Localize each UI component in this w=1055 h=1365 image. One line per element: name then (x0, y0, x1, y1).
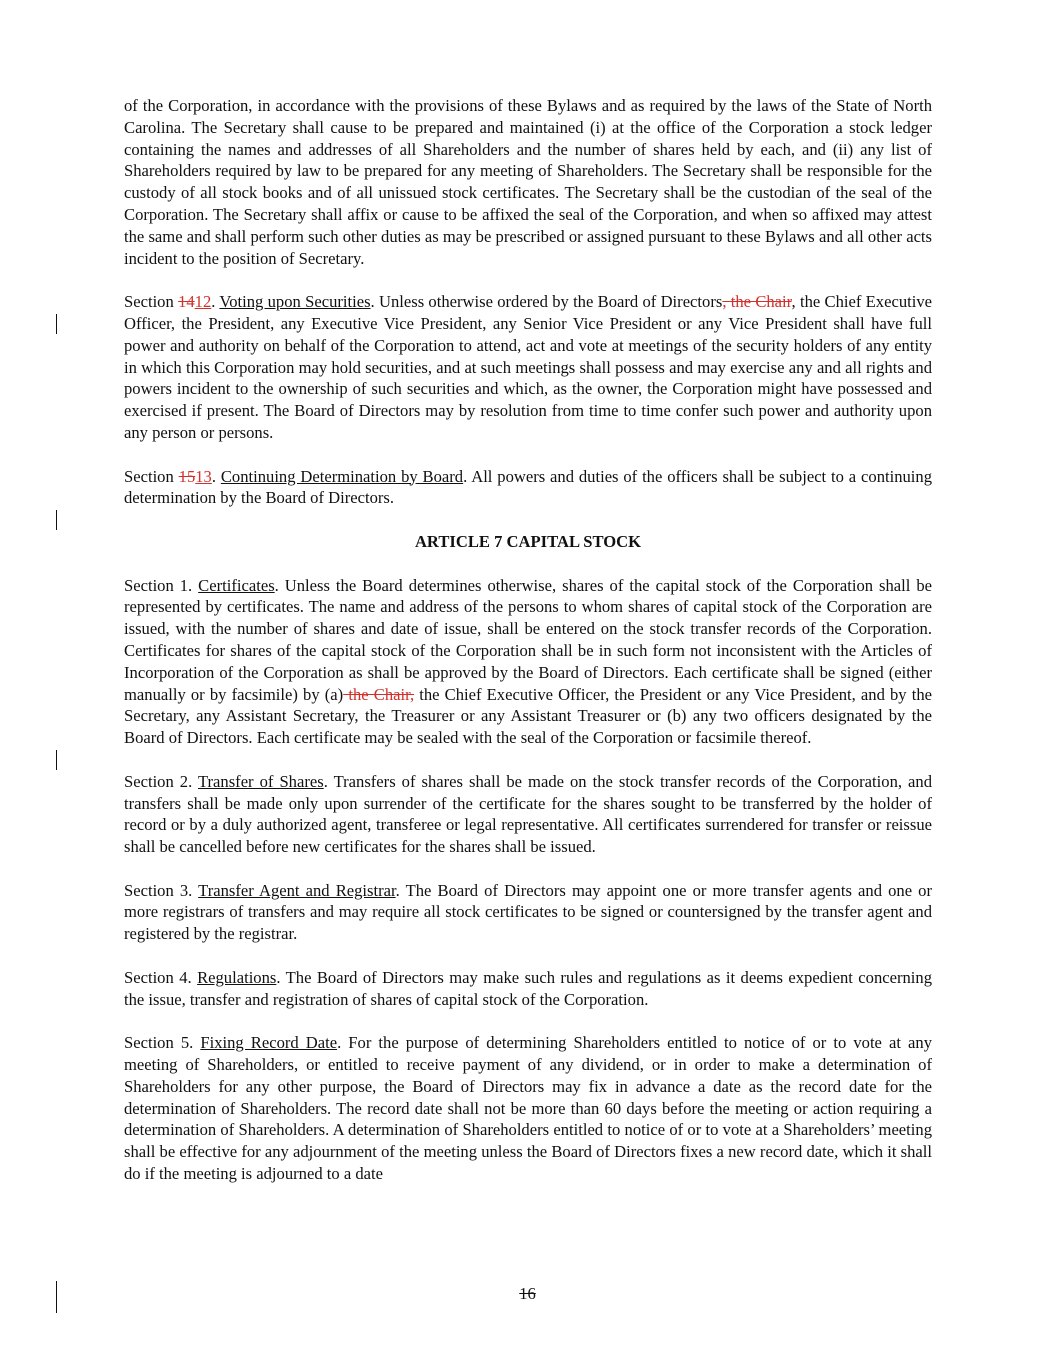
section-title: Fixing Record Date (200, 1033, 338, 1053)
section-label: Section 5. (124, 1033, 201, 1053)
section-title: Voting upon Securities (219, 292, 371, 312)
article-heading: ARTICLE 7 CAPITAL STOCK (414, 531, 642, 551)
section-separator: . (211, 292, 220, 312)
document-page (124, 95, 932, 1185)
section-text: . Transfers of shares shall be made on the stock transfer records of the Corporation, and transfers shall be made only upon surrender of the certificate for the shares sought to be transferred by the holder of record or by a duly authorized agent, transferee or legal representative. All certificates surrendered for transfer or reissue shall be cancelled before new certificates for the shares shall be issued. (124, 771, 932, 857)
section-12-voting-upon-securities (124, 291, 932, 444)
section-label: Section 4. (124, 967, 198, 987)
deleted-text: , the Chair (722, 292, 792, 312)
change-bar (56, 510, 57, 530)
inserted-section-number: 13 (195, 466, 212, 486)
section-13-continuing-determination (124, 466, 932, 510)
section-text: . The Board of Directors may make such rules and regulations as it deems expedient concerning the issue, transfer and registration of shares of capital stock of the Corporation. (124, 967, 933, 1009)
section-label: Section 1. (124, 575, 199, 595)
secretary-duties-paragraph: of the Corporation, in accordance with the provisions of these Bylaws and as required by the laws of the State of North Carolina. The Secretary shall cause to be prepared and maintained (i) at the office of the Corporation a stock ledger containing the names and addresses of all Shareholders and the number of shares held by each, and (ii) any list of Shareholders required by law to be prepared for any meeting of Shareholders. The Secretary shall be responsible for the custody of all stock books and of all unissued stock certificates. The Secretary shall be the custodian of the seal of the Corporation. The Secretary shall affix or cause to be affixed the seal of the Corporation, and when so affixed may attest the same and shall perform such other duties as may be prescribed or assigned pursuant to these Bylaws and all other acts incident to the position of Secretary. (124, 96, 932, 268)
section-text: the Chief Executive Officer, the President or any Vice President, and by the Secretary, any Assistant Secretary, the Treasurer or any Assistant Treasurer or (b) any two officers designated by the Board of Directors. Each certificate may be sealed with the seal of the Corporation or facsimile thereof. (124, 684, 933, 748)
change-bar (56, 750, 57, 770)
article-7-section-3-transfer-agent (124, 880, 932, 945)
section-label: Section 2. (124, 771, 198, 791)
deleted-text: the Chair, (343, 684, 415, 704)
section-title: Transfer Agent and Registrar (198, 880, 396, 900)
section-text: . For the purpose of determining Shareholders entitled to notice of or to vote at any meeting of Shareholders, or entitled to receive payment of any dividend, or in order to make a determination of Shareholders for any other purpose, the Board of Directors may fix in advance a date as the record date for the determination of Shareholders. The record date shall not be more than 60 days before the meeting or action requiring a determination of Shareholders. A determination of Shareholders entitled to notice of or to vote at a Shareholders’ meeting shall be effective for any adjournment of the meeting unless the Board of Directors fixes a new record date, which it shall do if the meeting is adjourned to a date (124, 1033, 932, 1184)
section-separator: . (211, 466, 221, 486)
section-text: . Unless the Board determines otherwise, shares of the capital stock of the Corporation shall be represented by certificates. The name and address of the persons to whom shares of capital stock of the Corporation are issued, with the number of shares and date of issue, shall be entered on the stock transfer records of the Corporation. Certificates for shares of the capital stock of the Corporation shall be in such form not inconsistent with the Articles of Incorporation of the Corporation as shall be approved by the Board of Directors. Each certificate shall be signed (either manually or by facsimile) by (a) (124, 575, 932, 704)
section-label: Section 3. (124, 880, 199, 900)
change-bar (56, 314, 57, 334)
section-text: . Unless otherwise ordered by the Board of Directors (370, 292, 723, 312)
section-title: Regulations (197, 967, 277, 987)
section-label: Section (124, 466, 179, 486)
article-7-section-1-certificates (124, 575, 932, 749)
page-number-value: 16 (519, 1284, 536, 1303)
deleted-section-number: 14 (178, 292, 195, 312)
section-title: Transfer of Shares (197, 771, 324, 791)
section-title: Certificates (198, 575, 275, 595)
section-text: . The Board of Directors may appoint one or more transfer agents and one or more registrars of transfers and may require all stock certificates to be signed or countersigned by the transfer agent and registered by the registrar. (124, 880, 932, 944)
section-text: , the Chief Executive Officer, the President, any Executive Vice President, any Senior Vice President or any Vice President shall have full power and authority on behalf of the Corporation to attend, act and vote at meetings of the security holders of any entity in which this Corporation may hold securities, and at such meetings shall possess and may exercise any and all rights and powers incident to the ownership of such securities and which, as the owner, the Corporation might have possessed and exercised if present. The Board of Directors may by resolution from time to time confer such power and authority upon any person or persons. (124, 292, 933, 442)
inserted-section-number: 12 (194, 292, 212, 312)
article-7-section-5-fixing-record-date (124, 1032, 932, 1185)
deleted-section-number: 15 (178, 466, 196, 486)
article-7-section-2-transfer-of-shares (124, 771, 932, 858)
article-7-section-4-regulations (124, 967, 932, 1011)
page-number (0, 1284, 1055, 1304)
section-title: Continuing Determination by Board (220, 466, 464, 486)
section-label: Section (124, 292, 179, 312)
section-text: . All powers and duties of the officers shall be subject to a continuing determination by the Board of Directors. (124, 466, 933, 508)
